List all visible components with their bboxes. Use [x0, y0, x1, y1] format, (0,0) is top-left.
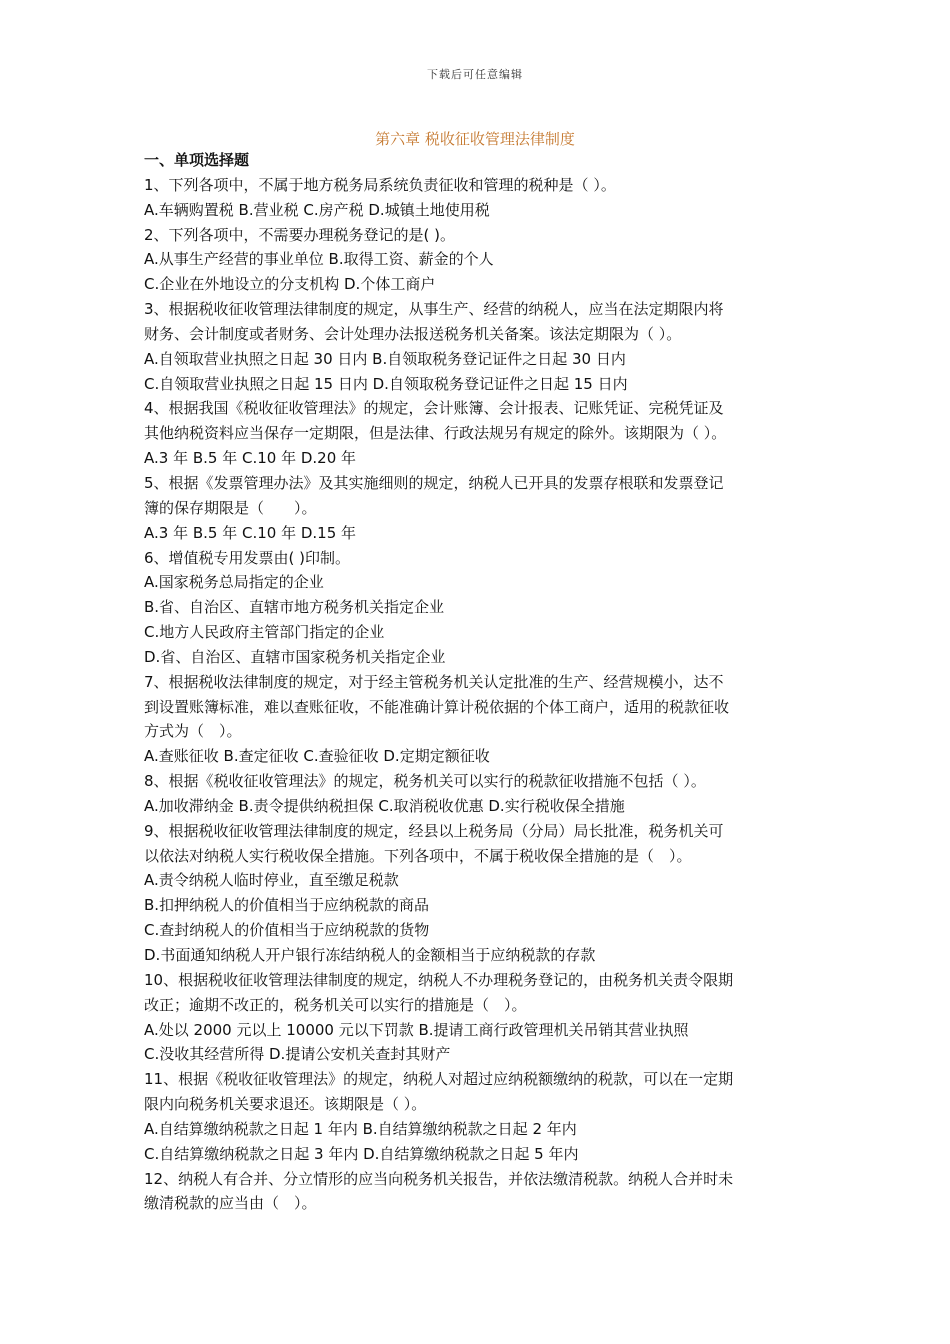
text-line: A.加收滞纳金 B.责令提供纳税担保 C.取消税收优惠 D.实行税收保全措施 [144, 796, 625, 815]
text-line: 财务、会计制度或者财务、会计处理办法报送税务机关备案。该法定期限为（ ）。 [144, 324, 682, 343]
text-line: A.自领取营业执照之日起 30 日内 B.自领取税务登记证件之日起 30 日内 [144, 349, 626, 368]
text-line: 1、下列各项中，不属于地方税务局系统负责征收和管理的税种是（ ）。 [144, 175, 616, 194]
text-line: A.自结算缴纳税款之日起 1 年内 B.自结算缴纳税款之日起 2 年内 [144, 1119, 577, 1138]
text-line: 方式为（ ）。 [144, 722, 242, 741]
document-body [144, 148, 806, 1216]
text-line: 9、根据税收征收管理法律制度的规定，经县以上税务局（分局）局长批准，税务机关可 [144, 821, 724, 840]
text-line: 11、根据《税收征收管理法》的规定，纳税人对超过应纳税额缴纳的税款，可以在一定期 [144, 1070, 734, 1089]
text-line: A.国家税务总局指定的企业 [144, 573, 324, 592]
text-line: A.查账征收 B.查定征收 C.查验征收 D.定期定额征收 [144, 747, 490, 766]
text-line: 2、下列各项中，不需要办理税务登记的是( )。 [144, 225, 456, 244]
text-line: 6、增值税专用发票由( )印制。 [144, 548, 351, 567]
text-line: 以依法对纳税人实行税收保全措施。下列各项中，不属于税收保全措施的是（ ）。 [144, 846, 692, 865]
text-line: 7、根据税收法律制度的规定，对于经主管税务机关认定批准的生产、经营规模小，达不 [144, 672, 724, 691]
text-line: C.自领取营业执照之日起 15 日内 D.自领取税务登记证件之日起 15 日内 [144, 374, 628, 393]
text-line: D.省、自治区、直辖市国家税务机关指定企业 [144, 647, 446, 666]
text-line: A.3 年 B.5 年 C.10 年 D.20 年 [144, 449, 357, 468]
text-line: 4、根据我国《税收征收管理法》的规定，会计账簿、会计报表、记账凭证、完税凭证及 [144, 399, 724, 418]
text-line: 到设置账簿标准，难以查账征收，不能准确计算计税依据的个体工商户，适用的税款征收 [144, 697, 730, 716]
text-line: A.从事生产经营的事业单位 B.取得工资、薪金的个人 [144, 250, 494, 269]
text-line: A.处以 2000 元以上 10000 元以下罚款 B.提请工商行政管理机关吊销其营业执照 [144, 1020, 689, 1039]
text-line: C.地方人民政府主管部门指定的企业 [144, 623, 385, 642]
text-line: 12、纳税人有合并、分立情形的应当向税务机关报告，并依法缴清税款。纳税人合并时未 [144, 1169, 734, 1188]
text-line: A.3 年 B.5 年 C.10 年 D.15 年 [144, 523, 357, 542]
text-line: 8、根据《税收征收管理法》的规定，税务机关可以实行的税款征收措施不包括（ ）。 [144, 772, 706, 791]
text-line: 10、根据税收征收管理法律制度的规定，纳税人不办理税务登记的，由税务机关责令限期 [144, 970, 734, 989]
text-line: C.查封纳税人的价值相当于应纳税款的货物 [144, 921, 430, 940]
text-line: B.扣押纳税人的价值相当于应纳税款的商品 [144, 896, 430, 915]
text-line: D.书面通知纳税人开户银行冻结纳税人的金额相当于应纳税款的存款 [144, 946, 596, 964]
text-line: 改正；逾期不改正的，税务机关可以实行的措施是（ ）。 [144, 995, 527, 1014]
text-line: C.企业在外地设立的分支机构 D.个体工商户 [144, 275, 436, 294]
text-line: C.没收其经营所得 D.提请公安机关查封其财产 [144, 1045, 451, 1064]
text-line: A.责令纳税人临时停业，直至缴足税款 [144, 871, 399, 890]
text-line: C.自结算缴纳税款之日起 3 年内 D.自结算缴纳税款之日起 5 年内 [144, 1144, 579, 1163]
text-line: 其他纳税资料应当保存一定期限，但是法律、行政法规另有规定的除外。该期限为（ ）。 [144, 424, 727, 443]
text-line: 限内向税务机关要求退还。该期限是（ ）。 [144, 1095, 427, 1114]
text-line: 3、根据税收征收管理法律制度的规定，从事生产、经营的纳税人，应当在法定期限内将 [144, 300, 724, 319]
chapter-title: 第六章 税收征收管理法律制度 [375, 130, 575, 148]
text-line: 5、根据《发票管理办法》及其实施细则的规定，纳税人已开具的发票存根联和发票登记 [144, 473, 724, 492]
section-heading: 一、单项选择题 [144, 151, 250, 169]
text-line: B.省、自治区、直辖市地方税务机关指定企业 [144, 598, 445, 617]
text-line: A.车辆购置税 B.营业税 C.房产税 D.城镇土地使用税 [144, 200, 490, 219]
header-note: 下载后可任意编辑 [427, 68, 523, 81]
text-line: 簿的保存期限是（ ）。 [144, 498, 317, 517]
text-line: 缴清税款的应当由（ ）。 [144, 1194, 317, 1213]
